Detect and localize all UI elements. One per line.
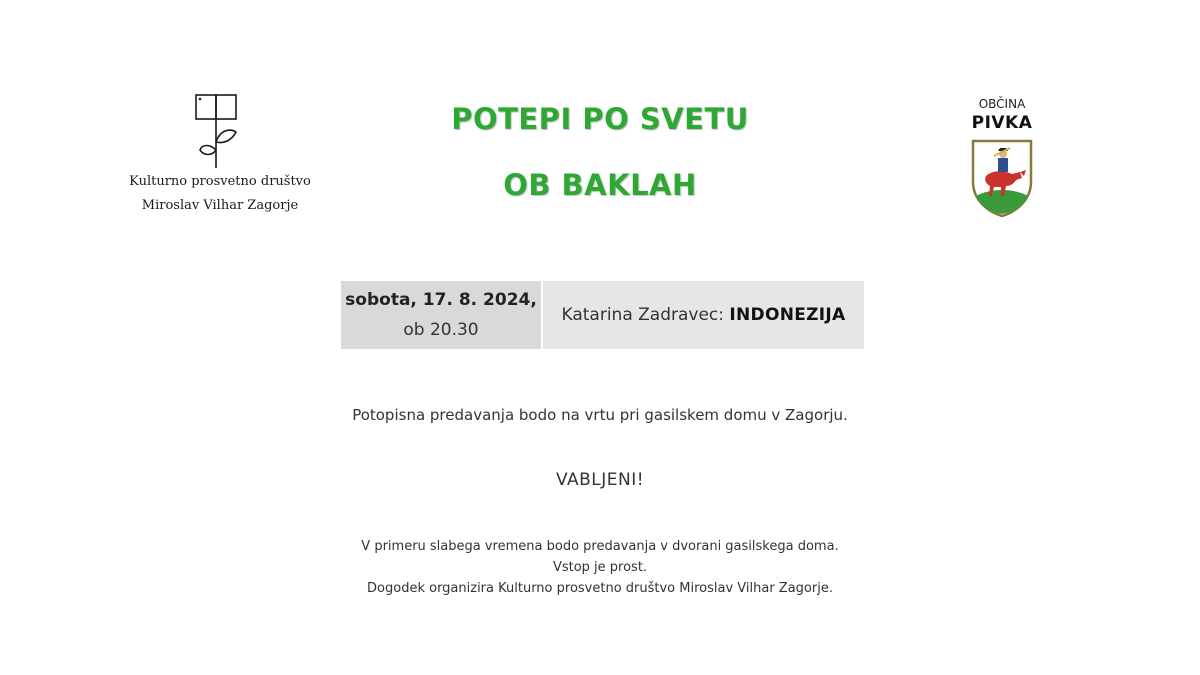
event-date-cell — [341, 281, 541, 349]
event-info-cell — [543, 281, 864, 349]
event-country: INDONEZIJA — [729, 305, 846, 325]
municipality-label: OBČINA — [978, 97, 1026, 111]
event-time: ob 20.30 — [403, 320, 479, 340]
org-name-line-1: Kulturno prosvetno društvo — [129, 174, 311, 189]
municipality-name: PIVKA — [971, 113, 1033, 133]
event-title: POTEPI PO SVETU — [451, 102, 749, 136]
event-table — [341, 281, 864, 349]
note-line: Vstop je prost. — [552, 560, 648, 575]
note-line: V primeru slabega vremena bodo predavanja v dvorani gasilskega doma. — [361, 539, 839, 554]
invitation-text: VABLJENI! — [555, 470, 645, 490]
event-subtitle: OB BAKLAH — [503, 168, 697, 202]
org-name-line-2: Miroslav Vilhar Zagorje — [141, 198, 299, 213]
coat-of-arms-icon — [970, 138, 1034, 218]
kpd-logo — [120, 90, 320, 218]
location-description: Potopisna predavanja bodo na vrtu pri gasilskem domu v Zagorju. — [352, 406, 848, 424]
event-speaker: Katarina Zadravec: — [561, 305, 730, 325]
note-line: Dogodek organizira Kulturno prosvetno društvo Miroslav Vilhar Zagorje. — [367, 581, 833, 596]
book-flower-icon — [190, 90, 250, 170]
notes-block — [200, 536, 1000, 599]
pivka-logo — [940, 96, 1064, 218]
event-date: sobota, 17. 8. 2024, — [345, 290, 537, 310]
